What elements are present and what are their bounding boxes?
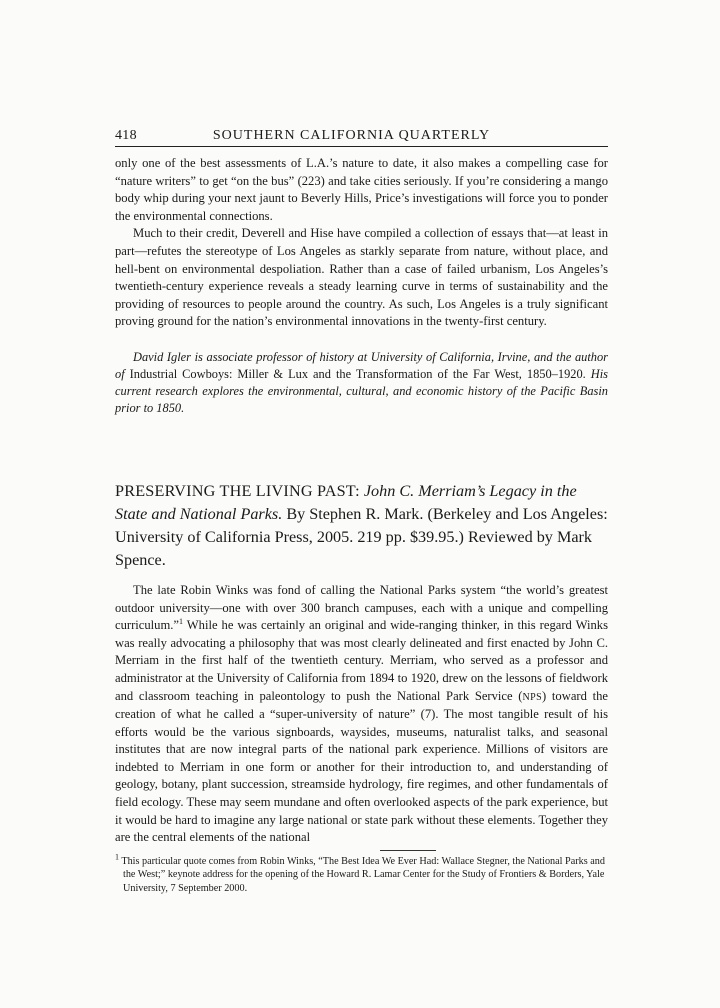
bio-text-2: His current research explores the environmental, cultural, and economic history of the Pacific Basin prior to 1850.	[115, 366, 608, 415]
reviewer-bio	[115, 349, 608, 417]
review-body-part-b: While he was certainly an original and wide-ranging thinker, in this regard Winks was really advocating a philosophy that was most clearly delineated and first enacted by John C. Merriam in the first half of the twentieth century. Merriam, who served as a professor and administrator at the University of California from 1894 to 1920, drew on the lessons of fieldwork and classroom teaching in paleontology to push the National Park Service (	[115, 618, 608, 703]
bio-book-title: Industrial Cowboys: Miller & Lux and the Transformation of the Far West, 1850–1920.	[129, 366, 586, 381]
review-body-paragraph	[115, 582, 608, 847]
journal-title: SOUTHERN CALIFORNIA QUARTERLY	[212, 128, 491, 143]
footnote-reference: 1	[179, 616, 183, 626]
bio-text-1: David Igler is associate professor of history at University of California, Irvine, and the author of	[115, 349, 608, 381]
footnote	[115, 852, 608, 895]
book-page	[115, 128, 608, 895]
review-book-details: By Stephen R. Mark. (Berkeley and Los Angeles: University of California Press, 2005. 219 pp. $39.95.) Reviewed by Mark Spence.	[115, 504, 608, 569]
review-body-part-c: ) toward the creation of what he called a “super-university of nature” (7). The most tangible result of his efforts would be the various signboards, waysides, museums, naturalist talks, and seasonal institutes that are now integral parts of the national park experience. Millions of visitors are indebted to Merriam in one form or another for their introduction to, and understanding of geology, botany, plant succession, streamside hydrology, fire regimes, and other fundamentals of field ecology. These may seem mundane and often overlooked aspects of the park experience, but it would be hard to imagine any large national or state park without these elements. Together they are the central elements of the national	[115, 688, 608, 845]
review-body-part-a: The late Robin Winks was fond of calling the National Parks system “the world’s greatest outdoor university—one with over 300 branch campuses, each with a unique and compelling curriculum.”	[115, 582, 608, 633]
footnote-number: 1	[115, 852, 119, 862]
footnote-text: This particular quote comes from Robin Winks, “The Best Idea We Ever Had: Wallace Stegner, the National Parks and the West;” keynote address for the opening of the Howard R. Lamar Center for the Study of Frontiers & Borders, Yale University, 7 September 2000.	[119, 855, 605, 894]
review-title-caps: PRESERVING THE LIVING PAST:	[115, 481, 360, 500]
nps-abbreviation: NPS	[522, 691, 543, 703]
review-title-italic: John C. Merriam’s Legacy in the State and National Parks.	[115, 481, 577, 523]
page-number: 418	[115, 128, 137, 143]
review-heading	[115, 480, 608, 572]
previous-review-paragraph-1: only one of the best assessments of L.A.’s nature to date, it also makes a compelling case for “nature writers” to get “on the bus” (223) and take cities seriously. If you’re considering a mango body whip during your next jaunt to Beverly Hills, Price’s investigations will force you to ponder the environmental connections.	[115, 156, 608, 223]
running-header	[115, 128, 608, 147]
previous-review-paragraph-2: Much to their credit, Deverell and Hise have compiled a collection of essays that—at least in part—refutes the stereotype of Los Angeles as starkly separate from nature, without place, and hell-bent on environmental despoliation. Rather than a case of failed urbanism, Los Angeles’s twentieth-century experience reveals a steady learning curve in terms of sustainability and the providing of resources to people around the country. As such, Los Angeles is a truly significant proving ground for the nation’s environmental innovations in the twenty-first century.	[115, 226, 608, 329]
footnote-rule	[380, 850, 436, 851]
